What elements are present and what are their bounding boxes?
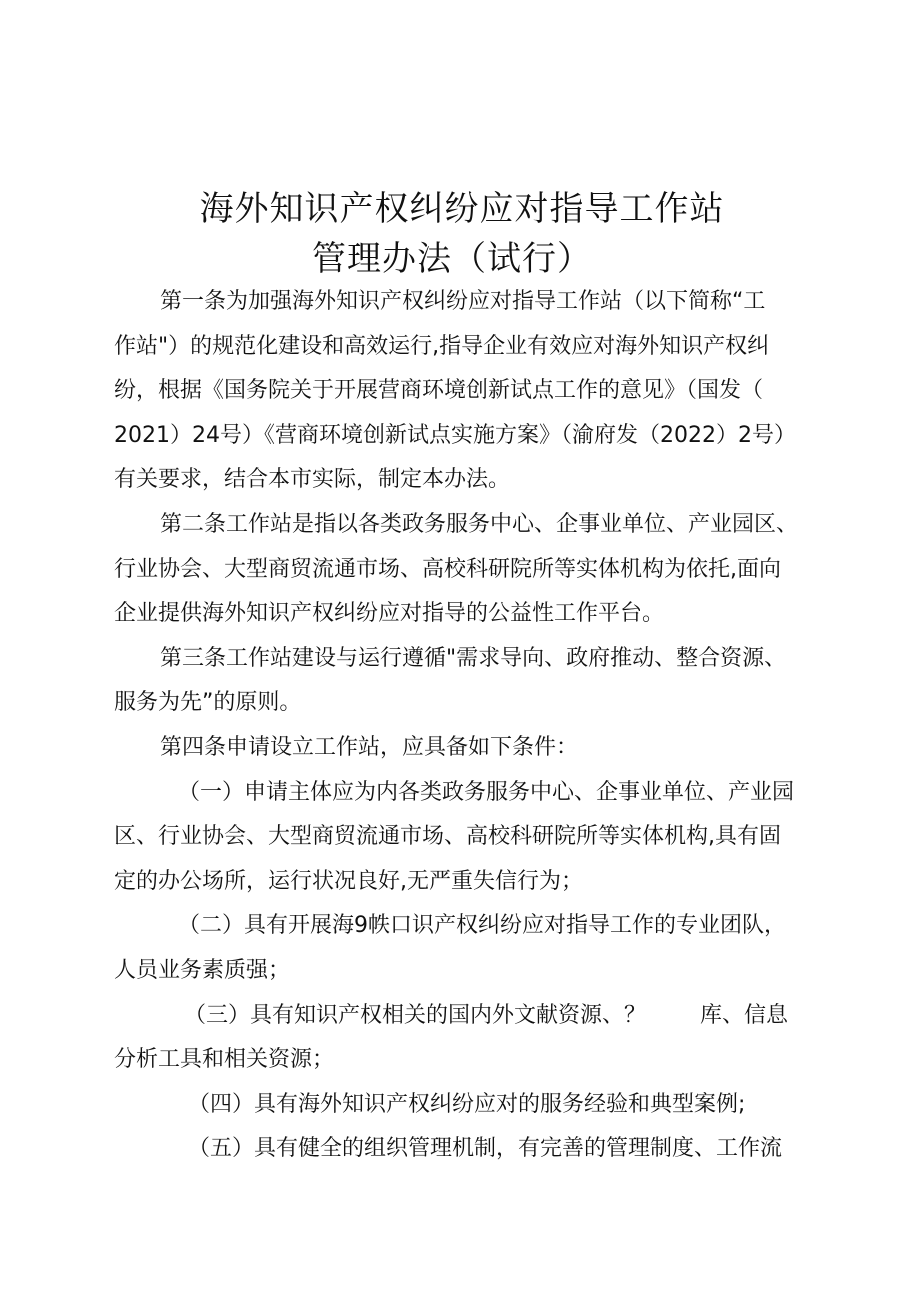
condition-4-line-1: （四）具有海外知识产权纠纷应对的服务经验和典型案例; — [188, 1091, 746, 1117]
article-1-line-1: 第一条为加强海外知识产权纠纷应对指导工作站（以下简称“工 — [160, 289, 766, 314]
article-3-line-1: 第三条工作站建设与运行遵循"需求导向、政府推动、整合资源、 — [160, 645, 787, 671]
article-2-line-2: 行业协会、大型商贸流通市场、高校科研院所等实体机构为依托,面向 — [114, 556, 781, 582]
article-2 — [114, 503, 814, 637]
condition-2-line-2: 人员业务素质强； — [114, 957, 291, 983]
condition-2 — [114, 904, 814, 993]
condition-3 — [114, 994, 814, 1083]
condition-5-line-1: （五）具有健全的组织管理机制，有完善的管理制度、工作流 — [188, 1136, 783, 1162]
article-1-line-3: 纷，根据《国务院关于开展营商环境创新试点工作的意见》（国发（ — [114, 378, 764, 404]
condition-1-line-1: （一）申请主体应为内各类政务服务中心、企事业单位、产业园 — [178, 779, 795, 805]
article-2-line-3: 企业提供海外知识产权纠纷应对指导的公益性工作平台。 — [114, 601, 665, 627]
condition-5 — [114, 1127, 814, 1172]
document-body — [114, 280, 814, 1172]
article-1-line-5: 有关要求，结合本市实际，制定本办法。 — [114, 467, 511, 493]
condition-1 — [114, 771, 814, 905]
article-3-line-2: 服务为先”的原则。 — [114, 690, 302, 716]
condition-3-line-1-part-2: 库、信息 — [700, 1002, 789, 1028]
condition-3-line-1 — [114, 994, 814, 1039]
title-line-1: 海外知识产权纠纷应对指导工作站 — [199, 189, 725, 229]
article-2-line-1: 第二条工作站是指以各类政务服务中心、企事业单位、产业园区、 — [160, 511, 799, 537]
article-3 — [114, 637, 814, 726]
title-line-2: 管理办法（试行） — [312, 239, 592, 279]
article-4-line-1: 第四条申请设立工作站，应具备如下条件： — [160, 734, 579, 760]
condition-1-line-3: 定的办公场所，运行状况良好,无严重失信行为； — [114, 868, 583, 894]
article-4 — [114, 726, 814, 771]
condition-3-line-1-part-1: （三）具有知识产权相关的国内外文献资源、？ — [184, 1002, 647, 1028]
document-title — [0, 184, 920, 284]
condition-3-line-2: 分析工具和相关资源； — [114, 1047, 335, 1073]
condition-4 — [114, 1083, 814, 1128]
article-1 — [114, 280, 814, 503]
article-1-line-2: 作站"）的规范化建设和高效运行,指导企业有效应对海外知识产权纠 — [114, 333, 770, 359]
condition-1-line-2: 区、行业协会、大型商贸流通市场、高校科研院所等实体机构,具有固 — [114, 824, 781, 850]
article-1-line-4: 2021）24号）《营商环境创新试点实施方案》（渝府发（2022）2号） — [114, 422, 796, 448]
condition-2-line-1: （二）具有开展海9帙口识产权纠纷应对指导工作的专业团队， — [178, 913, 786, 939]
